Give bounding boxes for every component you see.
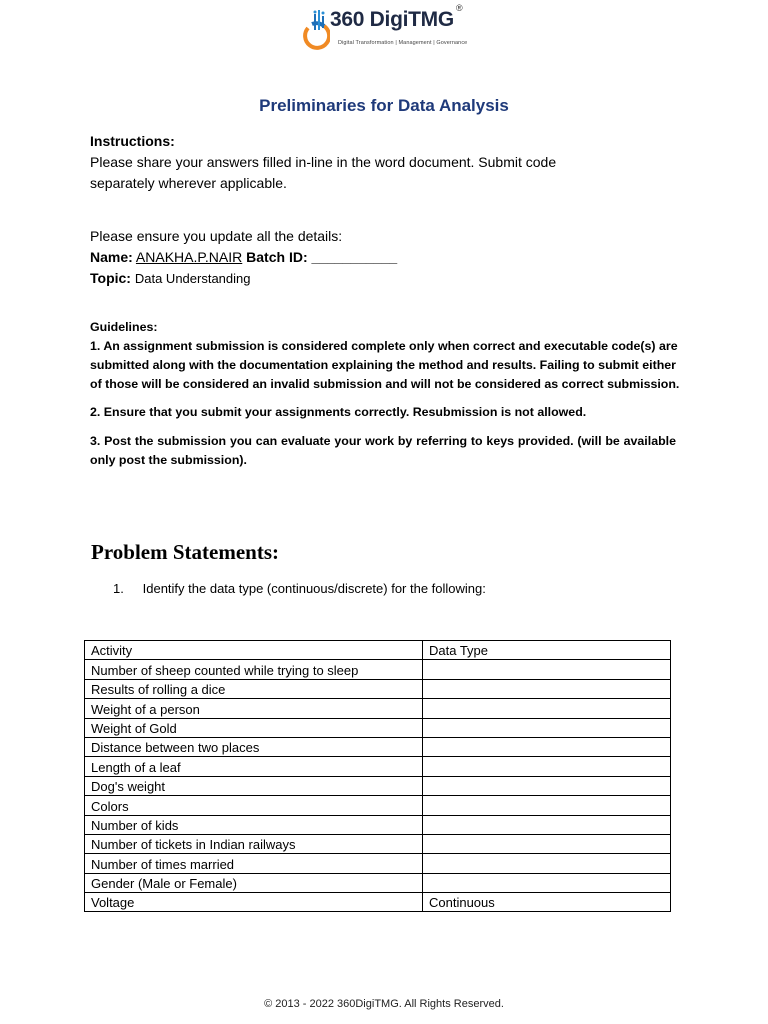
- table-row: [85, 796, 671, 815]
- instructions-line-2: separately wherever applicable.: [90, 175, 287, 191]
- activity-cell: Number of sheep counted while trying to sleep: [85, 660, 423, 679]
- question-1-number: 1.: [113, 581, 124, 596]
- logo-tagline: Digital Transformation | Management | Governance: [338, 40, 468, 46]
- guideline-1-line-1: 1. An assignment submission is considered complete only when correct and executable code(s) are: [90, 339, 678, 353]
- data-type-cell[interactable]: Continuous: [423, 893, 671, 912]
- activity-cell: Dog's weight: [85, 776, 423, 795]
- table-row: [85, 737, 671, 756]
- table-row: [85, 815, 671, 834]
- activity-cell: Number of kids: [85, 815, 423, 834]
- question-1-text: Identify the data type (continuous/discrete) for the following:: [142, 581, 486, 596]
- data-type-cell[interactable]: [423, 679, 671, 698]
- data-type-cell[interactable]: [423, 718, 671, 737]
- data-type-cell[interactable]: [423, 660, 671, 679]
- instructions-heading: Instructions:: [90, 133, 175, 149]
- guidelines-block: [90, 318, 680, 394]
- instructions-line-1: Please share your answers filled in-line in the word document. Submit code: [90, 154, 557, 170]
- activity-cell: Weight of Gold: [85, 718, 423, 737]
- registered-mark: ®: [456, 3, 463, 13]
- details-intro: Please ensure you update all the details:: [90, 228, 343, 244]
- table-header-row: [85, 641, 671, 660]
- data-type-cell[interactable]: [423, 873, 671, 892]
- activity-cell: Gender (Male or Female): [85, 873, 423, 892]
- name-batch-line: [90, 247, 397, 268]
- logo-mark-icon: [300, 6, 330, 62]
- topic-label: Topic:: [90, 270, 131, 286]
- guideline-3-line-1: 3. Post the submission you can evaluate your work by referring to keys provided. (will be available: [90, 434, 676, 448]
- table-row: [85, 834, 671, 853]
- data-type-cell[interactable]: [423, 854, 671, 873]
- activity-cell: Number of tickets in Indian railways: [85, 834, 423, 853]
- problem-statements-heading: Problem Statements:: [91, 540, 279, 564]
- guideline-3: [90, 432, 676, 470]
- topic-value: Data Understanding: [134, 271, 251, 286]
- question-1: [113, 579, 486, 599]
- batch-id-label: Batch ID:: [246, 249, 308, 265]
- guideline-2: [90, 403, 676, 422]
- header-data-type: Data Type: [423, 641, 671, 660]
- table-row: [85, 679, 671, 698]
- name-label: Name:: [90, 249, 133, 265]
- table-row: [85, 854, 671, 873]
- data-type-cell[interactable]: [423, 737, 671, 756]
- header-activity: Activity: [85, 641, 423, 660]
- activity-cell: Voltage: [85, 893, 423, 912]
- data-type-table: [84, 640, 671, 912]
- data-type-cell[interactable]: [423, 815, 671, 834]
- activity-cell: Number of times married: [85, 854, 423, 873]
- document-title: Preliminaries for Data Analysis: [259, 96, 509, 115]
- activity-cell: Colors: [85, 796, 423, 815]
- activity-cell: Distance between two places: [85, 737, 423, 756]
- company-logo: [300, 3, 470, 62]
- guidelines-heading: Guidelines:: [90, 320, 158, 334]
- batch-id-value: ___________: [311, 249, 398, 265]
- table-row: [85, 718, 671, 737]
- topic-line: [90, 268, 251, 289]
- data-type-cell[interactable]: [423, 776, 671, 795]
- activity-cell: Length of a leaf: [85, 757, 423, 776]
- table-row: [85, 873, 671, 892]
- data-type-cell[interactable]: [423, 834, 671, 853]
- name-value: ANAKHA.P.NAIR: [135, 249, 243, 265]
- guideline-2-text: 2. Ensure that you submit your assignments correctly. Resubmission is not allowed.: [90, 405, 587, 419]
- activity-cell: Results of rolling a dice: [85, 679, 423, 698]
- table-row: [85, 699, 671, 718]
- guideline-1-line-3: of those will be considered an invalid submission and will not be considered as correct submission.: [90, 377, 680, 391]
- logo-brand-text: 360 DigiTMG: [330, 8, 454, 31]
- data-type-cell[interactable]: [423, 796, 671, 815]
- data-type-cell[interactable]: [423, 699, 671, 718]
- activity-cell: Weight of a person: [85, 699, 423, 718]
- table-row: [85, 893, 671, 912]
- table-row: [85, 660, 671, 679]
- table-row: [85, 776, 671, 795]
- table-row: [85, 757, 671, 776]
- guideline-3-line-2: only post the submission).: [90, 453, 247, 467]
- data-type-cell[interactable]: [423, 757, 671, 776]
- copyright-footer: © 2013 - 2022 360DigiTMG. All Rights Reserved.: [264, 998, 504, 1010]
- guideline-1-line-2: submitted along with the documentation explaining the method and results. Failing to submit either: [90, 358, 676, 372]
